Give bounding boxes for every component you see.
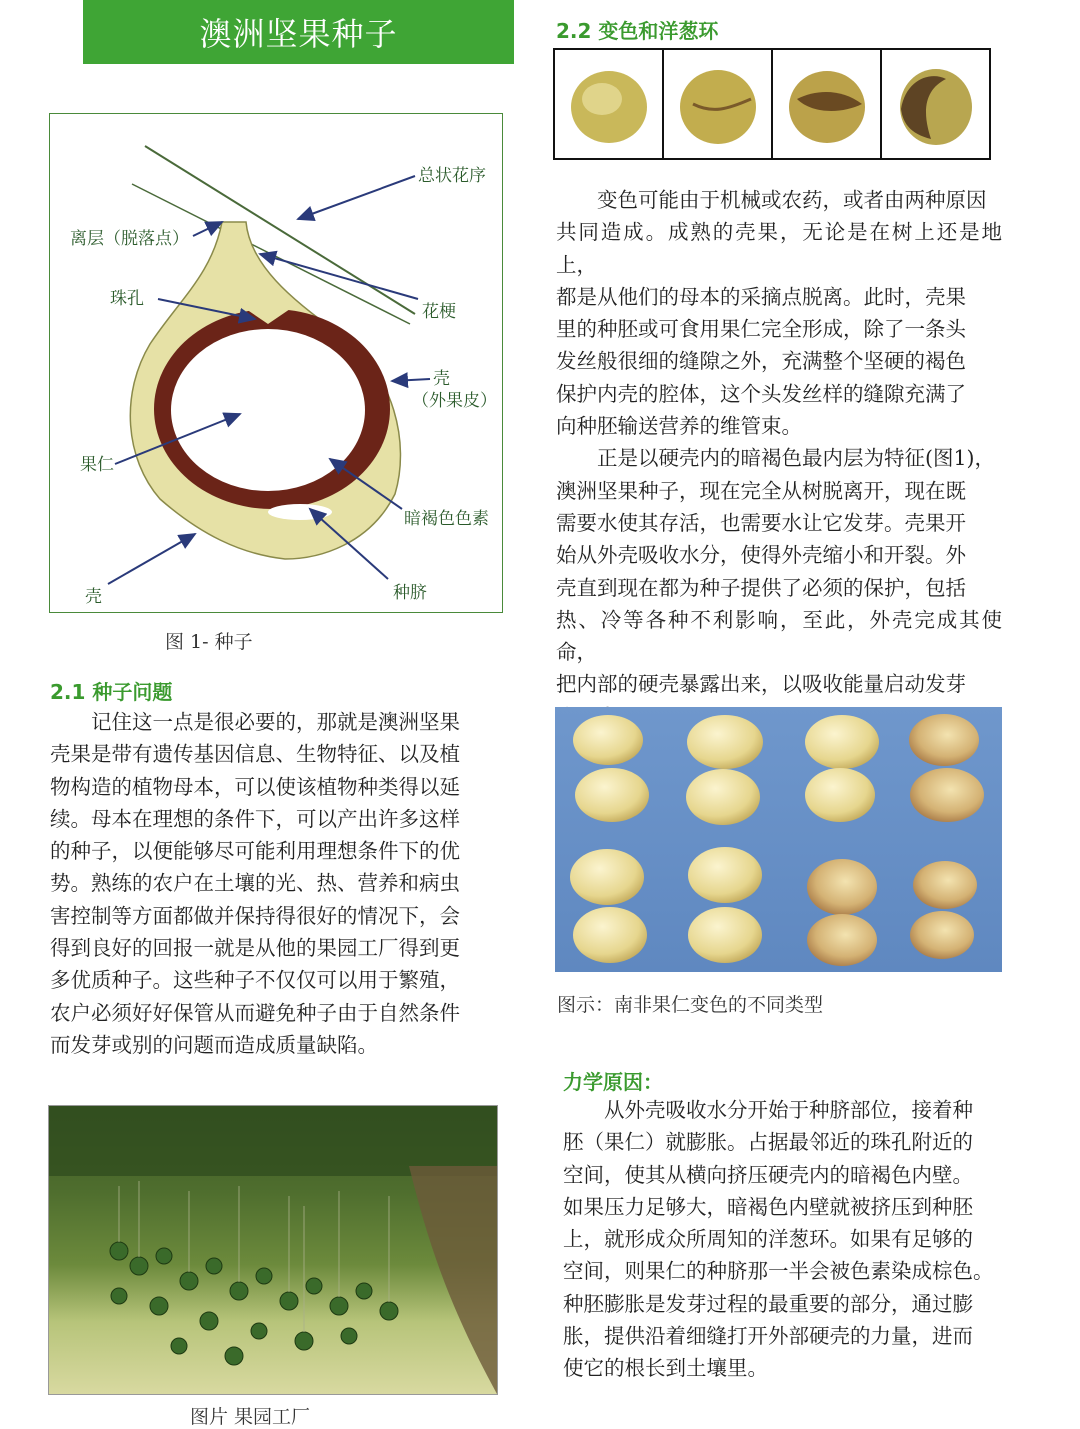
page-title-banner — [83, 0, 514, 64]
mechanical-title: 力学原因： — [563, 1070, 663, 1094]
text-line: 都是从他们的母本的采摘点脱离。此时，壳果 — [556, 284, 966, 309]
section-2-1-title: 2.1 种子问题 — [50, 680, 173, 704]
section-2-2-title: 2.2 变色和洋葱环 — [556, 19, 719, 43]
nut-photo-4 — [882, 50, 989, 158]
label-shell: 壳 — [433, 369, 450, 389]
label-kernel: 果仁 — [80, 455, 114, 475]
text-line: 把内部的硬壳暴露出来，以吸收能量启动发芽 — [556, 672, 966, 697]
text-line: 如果压力足够大，暗褐色内壁就被挤压到种胚 — [563, 1194, 973, 1219]
kernel-grid — [555, 707, 1002, 972]
text-line: 物构造的植物母本，可以使该植物种类得以延 — [50, 774, 460, 799]
text-line: 始从外壳吸收水分，使得外壳缩小和开裂。外 — [556, 543, 966, 568]
text-line: 壳直到现在都为种子提供了必须的保护，包括 — [556, 575, 966, 600]
text-line: 正是以硬壳内的暗褐色最内层为特征(图1)， — [597, 446, 996, 471]
nut-photo-2 — [664, 50, 773, 158]
text-line: 保护内壳的腔体，这个头发丝样的缝隙充满了 — [556, 381, 966, 406]
orchard-photo — [48, 1105, 498, 1395]
text-line: 胀，提供沿着细缝打开外部硬壳的力量，进而 — [563, 1324, 973, 1349]
kernel-photo-caption: 图示：南非果仁变色的不同类型 — [557, 994, 824, 1016]
kernel-cavity — [171, 329, 365, 491]
nut-photo-3 — [773, 50, 882, 158]
text-line: 农户必须好好保管从而避免种子由于自然条件 — [50, 1000, 460, 1025]
text-line: 需要水使其存活，也需要水让它发芽。壳果开 — [556, 510, 966, 535]
text-line: 而发芽或别的问题而造成质量缺陷。 — [50, 1032, 378, 1057]
seed-diagram — [49, 113, 503, 613]
text-line: 澳洲坚果种子，现在完全从树脱离开，现在既 — [556, 478, 966, 503]
onion-ring-photo-strip — [553, 48, 991, 160]
text-line: 热、冷等各种不利影响，至此，外壳完成其使命， — [556, 607, 1002, 665]
seed-cross-section — [50, 114, 502, 612]
kernel-discoloration-photo — [555, 707, 1002, 972]
label-hilum: 种脐 — [393, 583, 427, 603]
label-pigment: 暗褐色色素 — [404, 509, 489, 529]
text-line: 胚（果仁）就膨胀。占据最邻近的珠孔附近的 — [563, 1130, 973, 1155]
text-line: 的种子，以便能够尽可能利用理想条件下的优 — [50, 839, 460, 864]
text-line: 空间，使其从横向挤压硬壳内的暗褐色内壁。 — [563, 1162, 973, 1187]
label-abscission: 离层（脱落点） — [70, 229, 189, 249]
section-2-2-body — [556, 184, 1002, 733]
label-micropyle: 珠孔 — [110, 289, 144, 309]
text-line: 种胚膨胀是发芽过程的最重要的部分，通过膨 — [563, 1291, 973, 1316]
figure1-caption: 图 1- 种子 — [165, 631, 253, 653]
text-line: 里的种胚或可食用果仁完全形成，除了一条头 — [556, 317, 966, 342]
hilum-spot — [268, 504, 332, 520]
text-line: 续。母本在理想的条件下，可以产出许多这样 — [50, 806, 460, 831]
text-line: 变色可能由于机械或农药，或者由两种原因 — [597, 188, 987, 212]
label-raceme: 总状花序 — [418, 166, 486, 186]
text-line: 使它的根长到土壤里。 — [563, 1356, 768, 1381]
page-title: 澳洲坚果种子 — [199, 15, 398, 53]
text-line: 空间，则果仁的种脐那一半会被色素染成棕色。 — [563, 1259, 994, 1284]
text-line: 共同造成。成熟的壳果，无论是在树上还是地上， — [556, 220, 1002, 277]
label-stalk: 花梗 — [422, 302, 456, 322]
text-line: 向种胚输送营养的维管束。 — [556, 414, 802, 439]
label-shell-bottom: 壳 — [85, 587, 102, 607]
label-husk: （外果皮） — [412, 391, 497, 411]
text-line: 害控制等方面都做并保持得很好的情况下，会 — [50, 903, 460, 928]
mechanical-body — [563, 1094, 1003, 1385]
text-line: 记住这一点是很必要的，那就是澳洲坚果 — [91, 710, 460, 734]
text-line: 得到良好的回报一就是从他的果园工厂得到更 — [50, 936, 460, 961]
text-line: 多优质种子。这些种子不仅仅可以用于繁殖， — [50, 968, 460, 993]
section-2-1-body — [50, 706, 495, 1061]
text-line: 发丝般很细的缝隙之外，充满整个坚硬的褐色 — [556, 349, 966, 374]
text-line: 势。熟练的农户在土壤的光、热、营养和病虫 — [50, 871, 460, 896]
orchard-caption: 图片 果园工厂 — [190, 1406, 311, 1428]
text-line: 从外壳吸收水分开始于种脐部位，接着种 — [604, 1098, 973, 1122]
text-line: 上，就形成众所周知的洋葱环。如果有足够的 — [563, 1227, 973, 1252]
orchard-illustration — [49, 1106, 497, 1394]
nut-photo-1 — [555, 50, 664, 158]
text-line: 壳果是带有遗传基因信息、生物特征、以及植 — [50, 742, 460, 767]
